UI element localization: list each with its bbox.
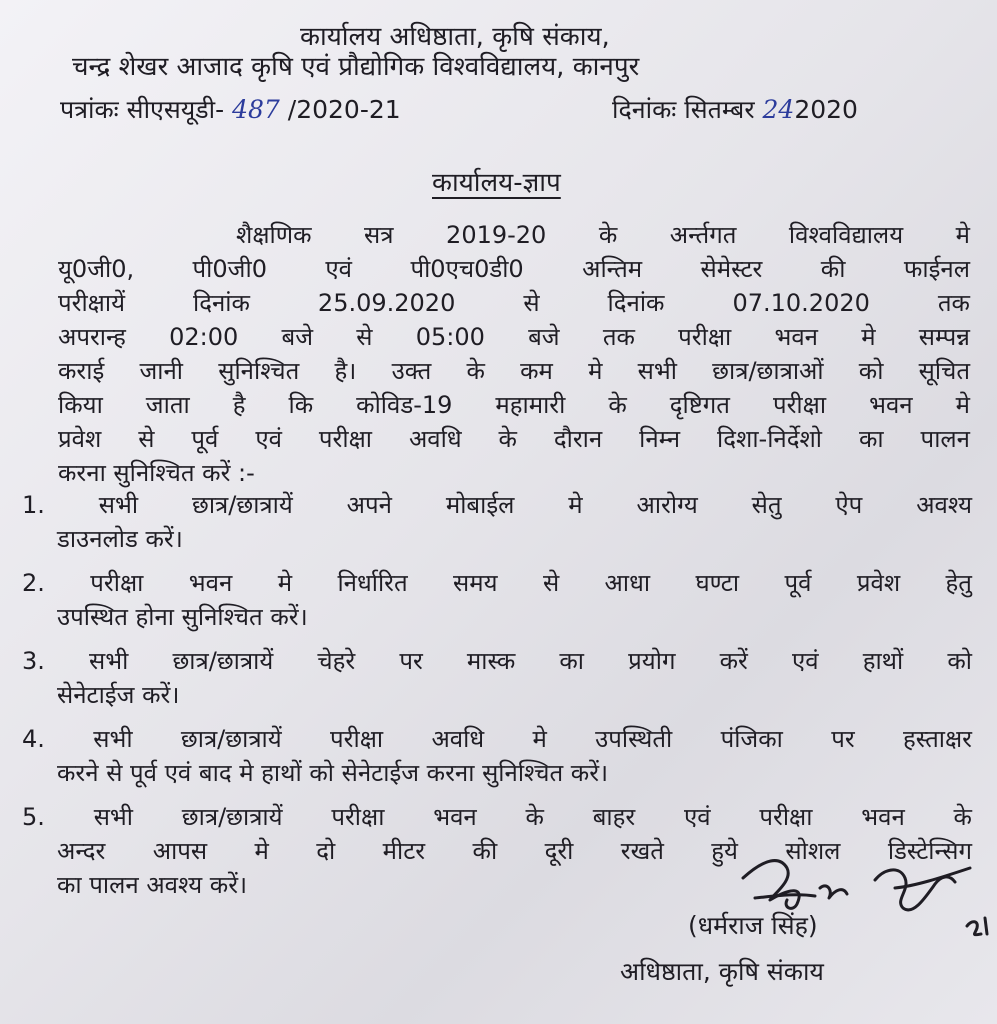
instruction-text: परीक्षा भवन मे निर्धारित समय से आधा घण्टा पूर्व प्रवेश हेतु bbox=[90, 569, 972, 597]
instruction-text: सभी छात्र/छात्रायें परीक्षा अवधि मे उपस्थिती पंजिका पर हस्ताक्षर bbox=[93, 725, 972, 753]
handwritten-reference: 487 bbox=[232, 95, 280, 124]
signatory-designation: अधिष्ठाता, कृषि संकाय bbox=[620, 957, 824, 986]
intro-line: प्रवेश से पूर्व एवं परीक्षा अवधि के दौरान निम्न दिशा-निर्देशो का पालन bbox=[58, 425, 970, 453]
instruction-text: का पालन अवश्य करें। bbox=[57, 871, 248, 899]
instruction-number: 2. bbox=[22, 569, 45, 597]
intro-line: कराई जानी सुनिश्चित है। उक्त के कम मे सभी छात्र/छात्राओं को सूचित bbox=[58, 357, 970, 385]
intro-line: किया जाता है कि कोविड-19 महामारी के दृष्टिगत परीक्षा भवन मे bbox=[58, 391, 970, 419]
office-heading: कार्यालय अधिष्ठाता, कृषि संकाय, bbox=[300, 22, 610, 52]
instruction-text: सेनेटाईज करें। bbox=[57, 681, 180, 709]
instruction-number: 5. bbox=[22, 803, 45, 831]
reference-number bbox=[60, 95, 401, 125]
intro-line: अपरान्ह 02:00 बजे से 05:00 बजे तक परीक्षा भवन मे सम्पन्न bbox=[58, 323, 970, 351]
date-prefix: दिनांकः सितम्बर bbox=[612, 95, 755, 124]
reference-prefix: पत्रांकः सीएसयूडी- bbox=[60, 95, 225, 124]
intro-line: शैक्षणिक सत्र 2019-20 के अर्न्तगत विश्वविद्यालय मे bbox=[236, 221, 970, 249]
instruction-number: 4. bbox=[22, 725, 45, 753]
instruction-text: करने से पूर्व एवं बाद मे हाथों को सेनेटाईज करना सुनिश्चित करें। bbox=[57, 759, 609, 787]
instruction-number: 3. bbox=[22, 647, 45, 675]
instruction-text: सभी छात्र/छात्रायें चेहरे पर मास्क का प्रयोग करें एवं हाथों को bbox=[89, 647, 972, 675]
date-year: 2020 bbox=[794, 95, 858, 124]
handwritten-day: 24 bbox=[762, 95, 795, 124]
intro-line: परीक्षायें दिनांक 25.09.2020 से दिनांक 07.10.2020 तक bbox=[58, 289, 970, 317]
reference-date bbox=[612, 95, 858, 125]
signatory-name: (धर्मराज सिंह) bbox=[688, 911, 818, 940]
instruction-text: सभी छात्र/छात्रायें अपने मोबाईल मे आरोग्य सेतु ऐप अवश्य bbox=[98, 491, 972, 519]
intro-line: यू0जी0, पी0जी0 एवं पी0एच0डी0 अन्तिम सेमेस्टर की फाईनल bbox=[58, 255, 970, 283]
reference-suffix: /2020-21 bbox=[287, 95, 401, 124]
instruction-item bbox=[22, 644, 972, 712]
document-title: कार्यालय-ज्ञाप bbox=[432, 168, 561, 198]
intro-paragraph bbox=[58, 218, 970, 490]
university-heading: चन्द्र शेखर आजाद कृषि एवं प्रौद्योगिक विश्वविद्यालय, कानपुर bbox=[72, 52, 640, 82]
instruction-item bbox=[22, 488, 972, 556]
instruction-text: अन्दर आपस मे दो मीटर की दूरी रखते हुये सोशल डिस्टेन्सिग bbox=[57, 837, 972, 865]
instruction-item bbox=[22, 722, 972, 790]
intro-line: करना सुनिश्चित करें :- bbox=[58, 459, 255, 487]
instruction-number: 1. bbox=[22, 491, 45, 519]
instruction-item bbox=[22, 566, 972, 634]
instruction-text: डाउनलोड करें। bbox=[57, 525, 183, 553]
instruction-text: सभी छात्र/छात्रायें परीक्षा भवन के बाहर एवं परीक्षा भवन के bbox=[93, 803, 972, 831]
instruction-text: उपस्थित होना सुनिश्चित करें। bbox=[57, 603, 308, 631]
